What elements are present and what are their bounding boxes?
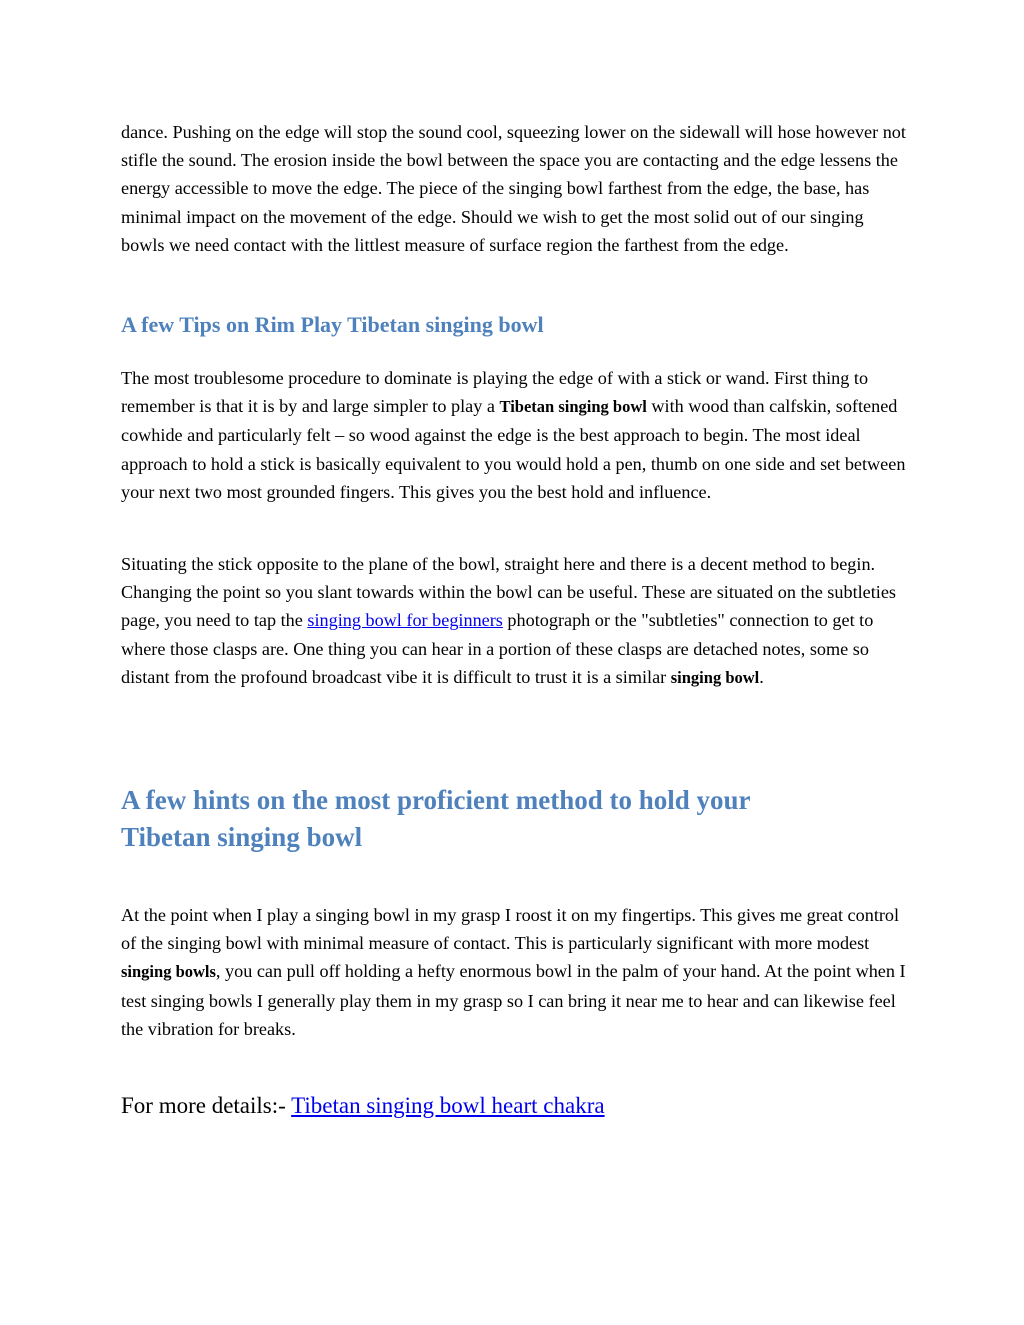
paragraph-hold-in-grasp bbox=[121, 901, 911, 1043]
bold-term: singing bowl bbox=[670, 667, 760, 687]
bold-term: singing bowls bbox=[121, 962, 216, 982]
paragraph-text: . bbox=[759, 666, 764, 687]
paragraph-text: photograph or the "subtleties" connection to get to where those clasps are. One thing you can hear in a portion of these clasps are detached notes, some so distant from the profound broadcast vibe it is difficult to trust it is a similar bbox=[121, 610, 874, 687]
paragraph-text: The most troublesome procedure to dominate is playing the edge of with a stick or wand. First thing to remember is that it is by and large simpler to play a bbox=[121, 368, 869, 417]
more-details-label: For more details:- bbox=[121, 1093, 292, 1118]
paragraph-rim-sound: dance. Pushing on the edge will stop the sound cool, squeezing lower on the sidewall will hose however not stifle the sound. The erosion inside the bowl between the space you are contacting and the edge lessens the energy accessible to move the edge. The piece of the singing bowl farthest from the edge, the base, has minimal impact on the movement of the edge. Should we wish to get the most solid out of our singing bowls we need contact with the littlest measure of surface region the farthest from the edge. bbox=[121, 122, 906, 255]
paragraph-stick-angle bbox=[121, 550, 911, 692]
paragraph-stick-technique bbox=[121, 364, 911, 506]
paragraph-text: with wood than calfskin, softened cowhide and particularly felt – so wood against the edge is the best approach to begin. The most ideal approach to hold a stick is basically equivalent to you would hold a pen, thumb on one side and set between your next two most grounded fingers. This gives you the best hold and influence. bbox=[121, 396, 906, 502]
paragraph-text: At the point when I play a singing bowl in my grasp I roost it on my fingertips. This gives me great control of the singing bowl with minimal measure of contact. This is particularly significant with more modest bbox=[121, 905, 900, 954]
more-details-line bbox=[121, 1091, 605, 1121]
paragraph-text: , you can pull off holding a hefty enormous bowl in the palm of your hand. At the point when I test singing bowls I generally play them in my grasp so I can bring it near me to hear and can likewise feel the vibration for breaks. bbox=[121, 961, 906, 1039]
bold-term: Tibetan singing bowl bbox=[499, 397, 647, 417]
paragraph-text: Situating the stick opposite to the plane of the bowl, straight here and there is a decent method to begin. Changing the point so you slant towards within the bowl can be useful. These are situated on the subtleties page, you need to tap the bbox=[121, 554, 897, 631]
link-heart-chakra[interactable]: Tibetan singing bowl heart chakra bbox=[291, 1093, 605, 1118]
heading-rim-play-tips: A few Tips on Rim Play Tibetan singing bowl bbox=[121, 312, 544, 337]
link-singing-bowl-for-beginners[interactable]: singing bowl for beginners bbox=[307, 610, 503, 631]
heading-hold-bowl-hints: A few hints on the most proficient method to hold your Tibetan singing bowl bbox=[121, 785, 751, 852]
